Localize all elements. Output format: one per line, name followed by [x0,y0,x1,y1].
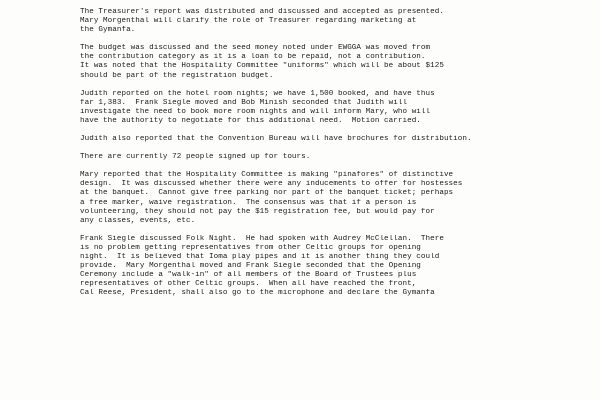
text-line: a free marker, waive registration. The consensus was that if a person is [80,198,417,207]
minutes-text [80,8,580,307]
text-line: Ceremony include a "walk-in" of all members of the Board of Trustees plus [80,271,417,280]
text-line: Judith also reported that the Convention Bureau will have brochures for distribution. [80,135,472,144]
text-line: There are currently 72 people signed up for tours. [80,153,311,162]
paragraph-tours [80,153,580,162]
text-line: should be part of the registration budget. [80,71,274,80]
paragraph-convention-bureau [80,135,580,144]
text-line: at the banquet. Cannot give free parking nor part of the banquet ticket; perhaps [80,189,454,198]
text-line: investigate the need to book more room nights and will inform Mary, who will [80,107,431,116]
text-line: design. It was discussed whether there were any inducements to offer for hostesses [80,180,463,189]
text-line: is no problem getting representatives from other Celtic groups for opening [80,243,421,252]
paragraph-hotel-room-nights [80,90,580,126]
paragraph-budget [80,44,580,80]
paragraph-folk-night [80,235,580,299]
text-line: Frank Siegle discussed Folk Night. He had spoken with Audrey McClellan. There [80,234,444,243]
paragraph-treasurer-report [80,8,580,35]
text-line: representatives of other Celtic groups. When all have reached the front, [80,280,417,289]
text-line: Mary reported that the Hospitality Committee is making "pinafores" of distinctive [80,171,454,180]
text-line: the contribution category as it is a loan to be repaid, not a contribution. [80,53,426,62]
text-line: Cal Reese, President, shall also go to the microphone and declare the Gymanfa [80,289,435,298]
text-line: the Gymanfa. [80,26,136,35]
text-line: It was noted that the Hospitality Committee "uniforms" which will be about $125 [80,62,444,71]
text-line: Judith reported on the hotel room nights; we have 1,500 booked, and have thus [80,89,435,98]
text-line: provide. Mary Morgenthal moved and Frank Siegle seconded that the Opening [80,262,421,271]
text-line: The Treasurer's report was distributed and discussed and accepted as presented. [80,8,444,16]
paragraph-hospitality-committee [80,171,580,226]
text-line: have the authority to negotiate for this additional need. Motion carried. [80,116,421,125]
text-line: Mary Morgenthal will clarify the role of Treasurer regarding marketing at [80,17,417,26]
text-line: volunteering, they should not pay the $15 registration fee, but would pay for [80,207,435,216]
text-line: any classes, events, etc. [80,216,196,225]
text-line: night. It is believed that Ioma play pipes and it is another thing they could [80,252,440,261]
text-line: far 1,383. Frank Siegle moved and Bob Minish seconded that Judith will [80,98,408,107]
text-line: The budget was discussed and the seed money noted under EWGGA was moved from [80,44,431,53]
